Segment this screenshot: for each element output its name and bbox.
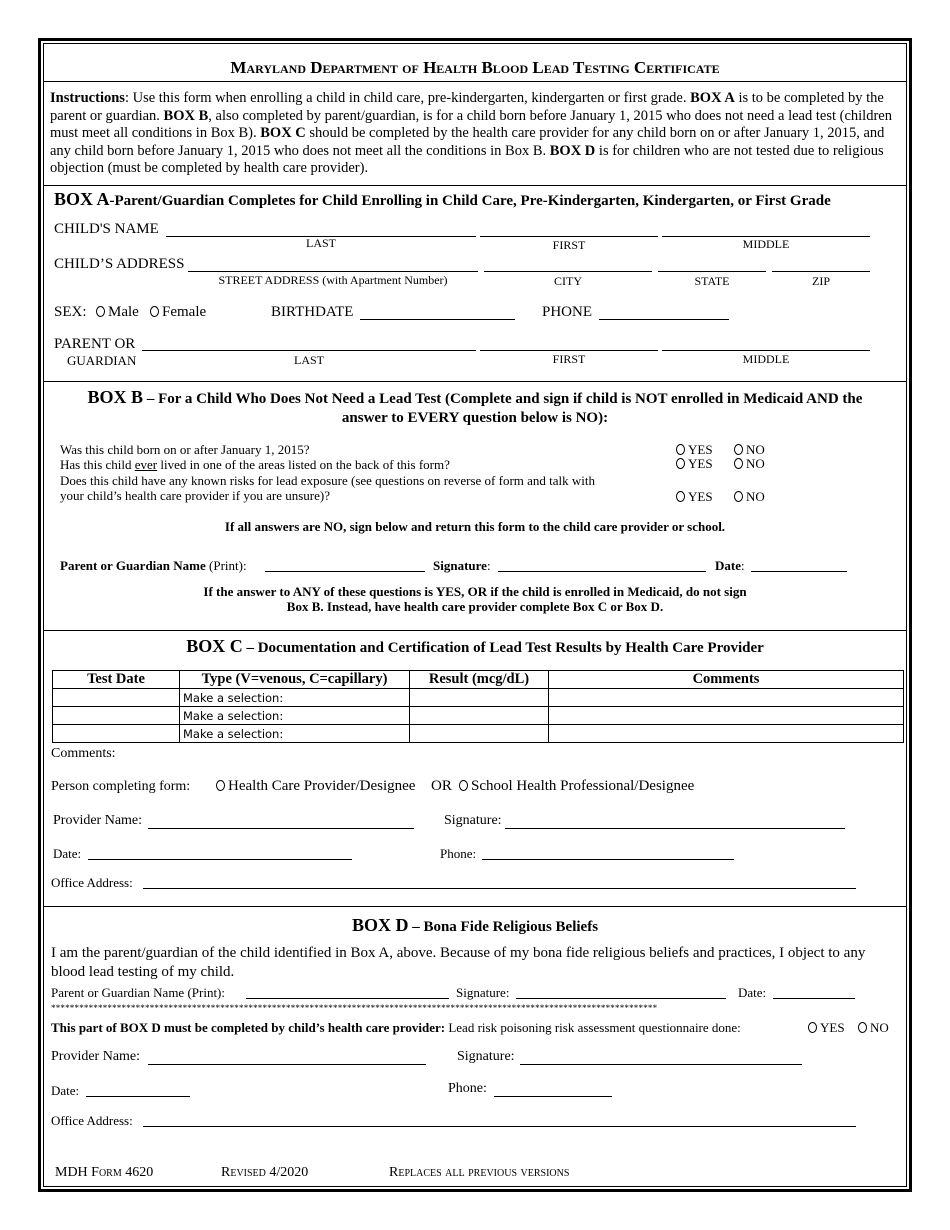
box-c-office-address-label: Office Address: [51, 875, 133, 890]
box-d-parent-name-field[interactable] [246, 998, 449, 999]
if-yes-line-2: Box B. Instead, have health care provider complete Box C or Box D. [286, 599, 664, 614]
box-d-phone-label: Phone: [448, 1081, 487, 1096]
q2-yes-option[interactable] [676, 456, 713, 472]
box-c-provider-name-field[interactable] [148, 828, 414, 829]
radio-icon[interactable] [734, 444, 743, 455]
box-d-heading-text: – Bona Fide Religious Beliefs [408, 919, 599, 935]
test-date-cell[interactable] [53, 707, 180, 725]
box-b-heading-text: – For a Child Who Does Not Need a Lead Test (Complete and sign if child is NOT enrolled in Medicaid AND the [143, 391, 863, 407]
question-known-risks-2: your child’s health care provider if you are unsure)? [60, 488, 331, 503]
box-b-heading-text-2: answer to EVERY question below is NO): [341, 410, 609, 426]
yes-label: YES [820, 1020, 845, 1035]
state-field[interactable] [658, 271, 766, 272]
zip-label: ZIP [812, 274, 830, 288]
first-label: FIRST [552, 238, 586, 252]
provider-designee-label: Health Care Provider/Designee [228, 778, 416, 794]
box-d-date-field[interactable] [773, 998, 855, 999]
type-select[interactable]: Make a selection: [180, 689, 410, 707]
radio-icon[interactable] [734, 491, 743, 502]
radio-icon[interactable] [216, 780, 225, 791]
asterisk-separator: ********************************************************************************************************************************* [51, 1003, 658, 1013]
no-label: NO [870, 1020, 889, 1035]
parent-last-name-field[interactable] [142, 350, 476, 351]
column-header: Type (V=venous, C=capillary) [180, 671, 410, 689]
box-c-heading-label: BOX C [186, 636, 243, 656]
date-bold: Date [715, 558, 741, 573]
box-d-signature-field[interactable] [516, 998, 726, 999]
radio-icon[interactable] [676, 444, 685, 455]
box-c-comments-label: Comments: [51, 746, 116, 761]
box-b-heading [43, 388, 907, 428]
instructions-box-b: BOX B [163, 107, 209, 124]
sex-female-option[interactable] [150, 304, 206, 321]
q2-no-option[interactable] [734, 456, 765, 472]
box-b-date-field[interactable] [751, 571, 847, 572]
box-a-heading-text: -Parent/Guardian Completes for Child Enrolling in Child Care, Pre-Kindergarten, Kindergarten, or First Grade [109, 193, 831, 209]
city-label: CITY [554, 274, 582, 288]
parent-first-name-field[interactable] [480, 350, 658, 351]
child-first-name-field[interactable] [480, 236, 658, 237]
box-b-heading-label: BOX B [87, 387, 144, 407]
box-c-heading [43, 636, 907, 657]
box-a-heading [54, 189, 831, 210]
phone-field[interactable] [599, 319, 729, 320]
radio-icon[interactable] [96, 306, 105, 317]
if-any-yes-note [43, 584, 907, 614]
box-c-phone-field[interactable] [482, 859, 734, 860]
result-cell[interactable] [410, 689, 549, 707]
box-c-office-address-field[interactable] [143, 888, 856, 889]
questionnaire-no-option[interactable] [858, 1020, 889, 1036]
form-inner-border [43, 43, 907, 1187]
person-completing-label: Person completing form: [51, 779, 191, 794]
q3-yes-option[interactable] [676, 489, 713, 505]
box-c-phone-label: Phone: [440, 846, 477, 861]
religious-statement-2: blood lead testing of my child. [51, 964, 235, 980]
childs-name-label: CHILD'S NAME [54, 221, 159, 237]
box-a-heading-label: BOX A [54, 189, 110, 209]
religious-statement: I am the parent/guardian of the child identified in Box A, above. Because of my bona fide religious beliefs and practices, I object to any [51, 945, 866, 961]
radio-icon[interactable] [459, 780, 468, 791]
divider [43, 185, 907, 186]
if-yes-line-1: If the answer to ANY of these questions is YES, OR if the child is enrolled in Medicaid, do not sign [203, 584, 747, 599]
box-d-heading [43, 915, 907, 936]
yes-label: YES [688, 456, 713, 471]
box-b-date-label: Date: [715, 558, 745, 573]
signature-bold: Signature [433, 558, 487, 573]
footer-revised: Revised 4/2020 [221, 1165, 309, 1180]
radio-icon[interactable] [808, 1022, 817, 1033]
parent-middle-label: MIDDLE [742, 352, 790, 366]
city-field[interactable] [484, 271, 652, 272]
instructions-text: : Use this form when enrolling a child in child care, pre-kindergarten, kindergarten or first grade. [124, 90, 691, 106]
box-b-parent-name-label [60, 558, 247, 574]
footer-replaces: Replaces all previous versions [389, 1165, 570, 1180]
print-label: (Print): [205, 558, 247, 573]
type-select[interactable]: Make a selection: [180, 725, 410, 743]
divider [43, 906, 907, 907]
parent-last-label: LAST [294, 353, 324, 367]
box-d-office-address-label: Office Address: [51, 1113, 133, 1128]
box-d-office-address-field[interactable] [143, 1126, 856, 1127]
no-label: NO [746, 456, 765, 471]
box-d-signature2-field[interactable] [520, 1064, 802, 1065]
parent-first-label: FIRST [552, 352, 586, 366]
radio-icon[interactable] [150, 306, 159, 317]
birthdate-field[interactable] [360, 319, 515, 320]
box-c-provider-name-label: Provider Name: [53, 813, 143, 828]
box-d-provider-name-field[interactable] [148, 1064, 426, 1065]
provider-part-bold: This part of BOX D must be completed by child’s health care provider: [51, 1020, 446, 1035]
comments-cell[interactable] [549, 725, 904, 743]
box-b-signature-label: Signature: [433, 558, 491, 573]
table-row [53, 707, 904, 725]
no-label: NO [746, 442, 765, 457]
test-date-cell[interactable] [53, 689, 180, 707]
box-d-signature-label: Signature: [456, 985, 510, 1000]
question-ever: ever [134, 457, 158, 472]
street-label: STREET ADDRESS (with Apartment Number) [218, 273, 448, 287]
box-b-signature-field[interactable] [498, 571, 706, 572]
street-address-field[interactable] [188, 271, 478, 272]
childs-address-label: CHILD’S ADDRESS [54, 256, 185, 272]
instructions-box-c: BOX C [260, 125, 306, 141]
zip-field[interactable] [772, 271, 870, 272]
box-d-signature2-label: Signature: [457, 1049, 515, 1064]
divider [43, 630, 907, 631]
q3-no-option[interactable] [734, 489, 765, 505]
table-row [53, 689, 904, 707]
radio-icon[interactable] [676, 491, 685, 502]
parent-name-bold: Parent or Guardian Name [60, 558, 206, 573]
instructions-box-d: BOX D [549, 142, 596, 159]
sex-male-option[interactable] [96, 304, 139, 321]
lead-test-table [52, 670, 904, 743]
box-d-phone-field[interactable] [494, 1096, 612, 1097]
box-c-date-label: Date: [53, 846, 82, 861]
box-c-signature-label: Signature: [444, 813, 502, 828]
result-cell[interactable] [410, 725, 549, 743]
comments-cell[interactable] [549, 689, 904, 707]
middle-label: MIDDLE [742, 237, 790, 251]
box-d-date-label: Date: [738, 985, 767, 1000]
phone-label: PHONE [542, 304, 593, 320]
parent-or-label: PARENT OR [54, 336, 136, 352]
table-header-row [53, 671, 904, 689]
questionnaire-yes-option[interactable] [808, 1020, 845, 1036]
instructions [50, 90, 896, 178]
footer-form-number: MDH Form 4620 [55, 1165, 154, 1180]
question-text: Has this child [60, 457, 135, 472]
male-label: Male [108, 304, 139, 320]
form-title: Maryland Department of Health Blood Lead Testing Certificate [230, 58, 720, 77]
divider [43, 81, 907, 82]
instructions-text: should be completed by the health care provider for any child born on or after January 1, 2015, and any child born before January 1, 2015 who does not meet all the conditions in Box B. [50, 125, 885, 159]
guardian-label: GUARDIAN [67, 353, 137, 368]
divider [43, 381, 907, 382]
instructions-box-a: BOX A [690, 90, 735, 106]
parent-middle-name-field[interactable] [662, 350, 870, 351]
question-text: lived in one of the areas listed on the back of this form? [157, 457, 450, 472]
box-d-parent-name-label: Parent or Guardian Name (Print): [51, 985, 226, 1000]
radio-icon[interactable] [676, 458, 685, 469]
box-c-heading-text: – Documentation and Certification of Lead Test Results by Health Care Provider [242, 640, 764, 656]
radio-icon[interactable] [858, 1022, 867, 1033]
box-d-heading-label: BOX D [351, 915, 409, 935]
female-label: Female [162, 304, 207, 320]
box-c-date-field[interactable] [88, 859, 352, 860]
column-header: Test Date [53, 671, 180, 689]
result-cell[interactable] [410, 707, 549, 725]
question-lived-in-areas [60, 457, 450, 473]
or-label: OR [431, 778, 452, 794]
questionnaire-label: Lead risk poisoning risk assessment questionnaire done: [448, 1020, 741, 1035]
instructions-label: Instructions [50, 90, 125, 106]
school-health-label: School Health Professional/Designee [471, 778, 695, 794]
column-header: Result (mcg/dL) [410, 671, 549, 689]
table-row [53, 725, 904, 743]
if-all-no-note: If all answers are NO, sign below and return this form to the child care provider or school. [224, 519, 726, 534]
sex-label: SEX: [54, 304, 87, 320]
question-known-risks: Does this child have any known risks for lead exposure (see questions on reverse of form and talk with [60, 473, 596, 488]
instructions-text: , also completed by parent/guardian, is for a child born before January 1, 2015 who does not need a lead test (children must meet all conditions in Box B). [50, 107, 892, 141]
box-d-date2-label: Date: [51, 1083, 80, 1098]
no-label: NO [746, 489, 765, 504]
type-select[interactable]: Make a selection: [180, 707, 410, 725]
birthdate-label: BIRTHDATE [271, 304, 354, 320]
box-c-signature-field[interactable] [505, 828, 845, 829]
instructions-text: is for children who are not tested due to religious objection (must be completed by health care provider). [50, 142, 884, 176]
provider-designee-option[interactable] [216, 778, 415, 795]
instructions-text: is to be completed by the parent or guardian. [50, 90, 884, 124]
yes-label: YES [688, 442, 713, 457]
question-born-after-2015: Was this child born on or after January 1, 2015? [60, 442, 310, 457]
box-b-parent-name-field[interactable] [265, 571, 425, 572]
box-d-date2-field[interactable] [86, 1096, 190, 1097]
provider-part-note [51, 1020, 741, 1036]
test-date-cell[interactable] [53, 725, 180, 743]
column-header: Comments [549, 671, 904, 689]
comments-cell[interactable] [549, 707, 904, 725]
school-health-option[interactable] [459, 778, 694, 795]
state-label: STATE [694, 274, 730, 288]
radio-icon[interactable] [734, 458, 743, 469]
yes-label: YES [688, 489, 713, 504]
box-d-provider-name-label: Provider Name: [51, 1049, 141, 1064]
last-label: LAST [306, 236, 336, 250]
